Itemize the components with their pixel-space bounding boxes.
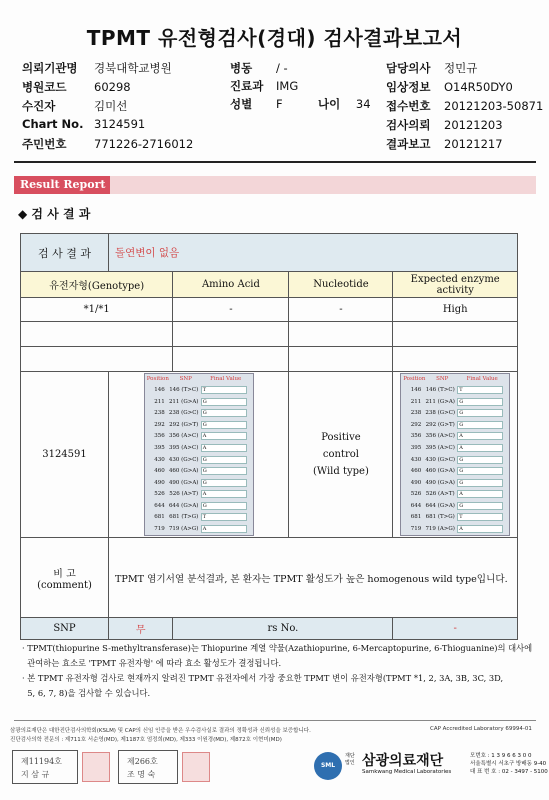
sequence-row [401,442,509,454]
sequence-row [145,500,253,512]
sequence-final-value: G [201,409,247,417]
sequence-final-value: G [457,502,503,510]
sequence-snp: 460 (G>A) [168,468,199,475]
notes [22,641,533,701]
sequence-row [401,500,509,512]
comment-label [21,538,109,618]
sequence-position: 719 [410,526,422,533]
org-name-en: Samkwang Medical Laboratories [362,769,452,775]
sequence-row [145,523,253,535]
sequence-final-value: T [201,386,247,394]
sequence-header [401,374,509,384]
sequence-position: 430 [154,456,165,463]
header-field [386,79,513,95]
rs-label: rs No. [173,618,393,640]
footer-accreditation: 삼광의료재단은 대한진단검사의학회(KSLM) 및 CAP의 신임 인증을 받은 우수검사실로 결과의 정확성과 신뢰성을 보증합니다. [10,728,311,734]
comment-label-ko: 비 고 [53,568,76,580]
sequence-final-value: G [201,398,247,406]
header-field [22,98,127,114]
cell-nucleotide: - [289,298,393,322]
sequence-position: 719 [154,526,165,533]
footer-physicians: 진단검사의학 전문의 : 제711호 서순영(MD), 제1187호 엄정희(MD), 제333 이원경(MD), 제872호 이현미(MD) [10,737,282,743]
comment-label-en: (comment) [37,579,92,591]
sequence-final-value: A [201,444,247,452]
header-divider [14,161,536,163]
sequence-position: 356 [410,433,422,440]
signature-seal-2 [182,752,210,782]
sequence-final-value: G [457,467,503,475]
sequence-row [401,477,509,489]
header-field-label: 진료과 [230,79,264,93]
age-label: 나이 [318,97,341,111]
sequence-table-control [400,373,510,536]
sequence-header-cell: Final Value [210,376,242,383]
col-genotype: 유전자형(Genotype) [21,272,173,298]
sequence-row [401,488,509,500]
sequence-position: 238 [410,410,422,417]
sequence-snp: 146 (T>C) [169,386,199,393]
sequence-header-cell: Position [403,376,426,383]
cell-enzyme-activity: High [393,298,518,322]
sequence-position: 681 [410,514,422,521]
sequence-row [145,419,253,431]
header-field-label: 병동 [230,61,253,75]
sequence-row [145,477,253,489]
rs-value: - [393,618,518,640]
header-field-value: 20121217 [444,137,503,151]
sequence-header-cell: SNP [436,376,449,383]
org-prefix: 재단법인 [345,753,355,766]
sample-id: 3124591 [21,372,109,538]
sequence-position: 146 [410,386,422,393]
header-field [22,60,172,76]
sequence-position: 681 [154,514,165,521]
org-contact [470,752,548,776]
signature-seal-1 [82,752,110,782]
sequence-final-value: T [457,386,503,394]
sequence-snp: 460 (G>A) [425,468,455,475]
header-field-value: 20121203 [444,118,503,132]
sequence-position: 644 [410,502,422,509]
sequence-final-value: A [201,432,247,440]
age-field [318,96,371,112]
sequence-final-value: A [457,444,503,452]
snp-label: SNP [21,618,109,640]
sequence-row [401,523,509,535]
sequence-snp: 292 (G>T) [425,421,455,428]
sequence-snp: 292 (G>T) [169,421,199,428]
header-field [386,117,503,133]
sequence-row [401,465,509,477]
note-line: · 본 TPMT 유전자형 검사로 현재까지 알려진 TPMT 유전자에서 가장 중요한 TPMT 변이 유전자형(TPMT *1, 2, 3A, 3B, 3C, 3D, [22,673,504,683]
sequence-row [145,512,253,524]
sequence-final-value: G [201,456,247,464]
sequence-row [401,384,509,396]
sequence-final-value: G [457,398,503,406]
sequence-header-cell: SNP [179,376,192,383]
sequence-final-value: G [201,479,247,487]
sequence-final-value: G [201,421,247,429]
note-line: 관여하는 효소로 'TPMT 유전자형' 에 따라 효소 활성도가 결정됩니다. [22,658,282,668]
sequence-snp: 430 (G>C) [425,456,456,463]
control-line-1: Positive [321,432,361,443]
sequence-final-value: T [201,513,247,521]
sequence-snp: 681 (T>G) [169,514,199,521]
header-field-value: F [276,97,283,111]
sequence-snp: 644 (G>A) [425,502,455,509]
sequence-position: 238 [154,410,165,417]
header-field-value: / - [276,61,288,75]
section-title: ◆ 검 사 결 과 [18,207,91,221]
sequence-row [145,442,253,454]
sequence-position: 211 [154,398,165,405]
sequence-position: 430 [410,456,422,463]
sequence-row [401,407,509,419]
control-line-3: (Wild type) [312,466,369,477]
header-field-label: 검사의뢰 [386,118,431,132]
stamp2-line1: 제266호 [127,757,158,766]
result-table [20,233,518,640]
sequence-position: 490 [154,479,165,486]
sequence-final-value: A [201,490,247,498]
footer-divider [14,720,536,721]
col-enzyme-activity: Expected enzyme activity [393,272,518,298]
sequence-final-value: A [201,525,247,533]
sequence-snp: 526 (A>T) [425,491,455,498]
sequence-position: 395 [410,444,422,451]
header-field [230,60,288,76]
stamp2-line2: 조 명 숙 [127,770,156,779]
sequence-final-value: A [457,490,503,498]
header-field [386,98,543,114]
sequence-snp: 211 (G>A) [425,398,455,405]
result-value: 돌연변이 없음 [109,234,518,272]
sequence-snp: 238 (G>C) [168,410,199,417]
header-field-value: 김미선 [94,99,128,113]
sequence-final-value: G [457,421,503,429]
sequence-row [145,384,253,396]
header-field-label: 수진자 [22,99,56,113]
sequence-position: 490 [410,479,422,486]
header-field [22,117,145,131]
sequence-position: 395 [154,444,165,451]
sequence-position: 292 [154,421,165,428]
sequence-snp: 430 (G>C) [168,456,199,463]
header-field [230,78,298,94]
org-name: 삼광의료재단 [362,753,444,769]
sequence-position: 460 [410,468,422,475]
col-nucleotide: Nucleotide [289,272,393,298]
sequence-position: 356 [154,433,165,440]
header-field-label: 의뢰기관명 [22,61,78,75]
sequence-final-value: A [457,525,503,533]
sequence-row [401,512,509,524]
sequence-position: 526 [154,491,165,498]
physician-stamp-2 [118,750,178,784]
sequence-final-value: G [201,467,247,475]
sequence-snp: 211 (G>A) [168,398,199,405]
sequence-row [145,465,253,477]
stamp1-line1: 제11194호 [21,757,62,766]
contact-line: 대 표 번 호 : 02 - 3497 - 5100 [470,769,548,775]
sequence-snp: 490 (G>A) [168,479,199,486]
samkwang-logo-icon: SML [314,752,342,780]
cell-amino-acid: - [173,298,289,322]
result-label: 검 사 결 과 [21,234,109,272]
sequence-snp: 526 (A>T) [169,491,199,498]
note-line: 5, 6, 7, 8)을 검사할 수 있습니다. [22,688,151,698]
footer-cap: CAP Accredited Laboratory 69994-01 [430,726,532,732]
header-field-label: 성별 [230,97,253,111]
sequence-snp: 681 (T>G) [425,514,455,521]
stamp1-line2: 지 삼 규 [21,770,50,779]
comment-text: TPMT 염기서열 분석결과, 본 환자는 TPMT 활성도가 높은 homogenous wild type입니다. [109,538,518,618]
sequence-header-cell: Final Value [466,376,498,383]
sequence-snp: 356 (A>C) [425,433,455,440]
sequence-position: 526 [410,491,422,498]
sequence-header [145,374,253,384]
sequence-row [145,431,253,443]
sequence-final-value: G [457,479,503,487]
header-field-value: 3124591 [94,117,146,131]
sequence-snp: 356 (A>C) [169,433,199,440]
report-title: TPMT 유전형검사(경대) 검사결과보고서 [86,26,463,50]
cell-genotype: *1/*1 [21,298,173,322]
sequence-row [401,431,509,443]
header-field-value: 경북대학교병원 [94,61,172,75]
header-field-label: 결과보고 [386,137,431,151]
header-field-value: O14R50DY0 [444,80,513,94]
note-line: · TPMT(thiopurine S-methyltransferase)는 Thiopurine 계열 약물(Azathiopurine, 6-Mercaptopurine, 6-Thioguanine)의 대사에 [22,643,533,653]
age-value: 34 [355,97,371,111]
header-field-label: 임상정보 [386,80,431,94]
sequence-row [145,396,253,408]
contact-line: 서울특별시 서초구 방배동 9-40 [470,761,547,767]
physician-stamp-1 [12,750,78,784]
sequence-panel-patient [109,372,289,538]
header-field [230,96,283,112]
header-field-value: 정민규 [444,61,478,75]
sequence-panel-control [393,372,518,538]
contact-line: 모번호 : 1 3 9 6 6 3 0 0 [470,753,532,759]
sequence-table-patient [144,373,254,536]
sequence-snp: 490 (G>A) [425,479,455,486]
sequence-row [145,407,253,419]
sequence-snp: 395 (A>C) [169,444,199,451]
sequence-final-value: G [457,456,503,464]
sequence-snp: 719 (A>G) [168,526,199,533]
header-field-value: 771226-2716012 [94,137,194,151]
sequence-final-value: G [201,502,247,510]
sequence-snp: 395 (A>C) [425,444,455,451]
header-field-value: 60298 [94,80,131,94]
header-field-value: 20121203-50871 [444,99,544,113]
sequence-row [401,396,509,408]
sequence-snp: 719 (A>G) [425,526,455,533]
header-field [386,60,477,76]
sequence-final-value: G [457,409,503,417]
sequence-final-value: T [457,513,503,521]
header-field [22,136,193,152]
header-field-label: 주민번호 [22,137,67,151]
sequence-snp: 146 (T>C) [425,386,455,393]
sequence-row [145,488,253,500]
control-line-2: control [322,449,359,460]
sequence-final-value: A [457,432,503,440]
header-field [386,136,503,152]
header-field-label: Chart No. [22,117,84,131]
header-field-label: 병원코드 [22,80,67,94]
sequence-header-cell: Position [146,376,169,383]
sequence-position: 460 [154,468,165,475]
sequence-snp: 238 (G>C) [425,410,456,417]
snp-value: 무 [109,618,173,640]
sequence-row [401,454,509,466]
col-amino-acid: Amino Acid [173,272,289,298]
sequence-snp: 644 (G>A) [168,502,199,509]
sequence-row [401,419,509,431]
sequence-row [145,454,253,466]
banner-label: Result Report [14,176,110,194]
sequence-position: 211 [410,398,422,405]
sequence-position: 644 [154,502,165,509]
header-field-value: IMG [276,79,299,93]
header-field-label: 담당의사 [386,61,431,75]
header-field-label: 접수번호 [386,99,431,113]
sequence-position: 292 [410,421,422,428]
header-field [22,79,131,95]
result-report-banner [14,176,536,194]
sequence-position: 146 [154,386,165,393]
positive-control-cell [289,372,393,538]
